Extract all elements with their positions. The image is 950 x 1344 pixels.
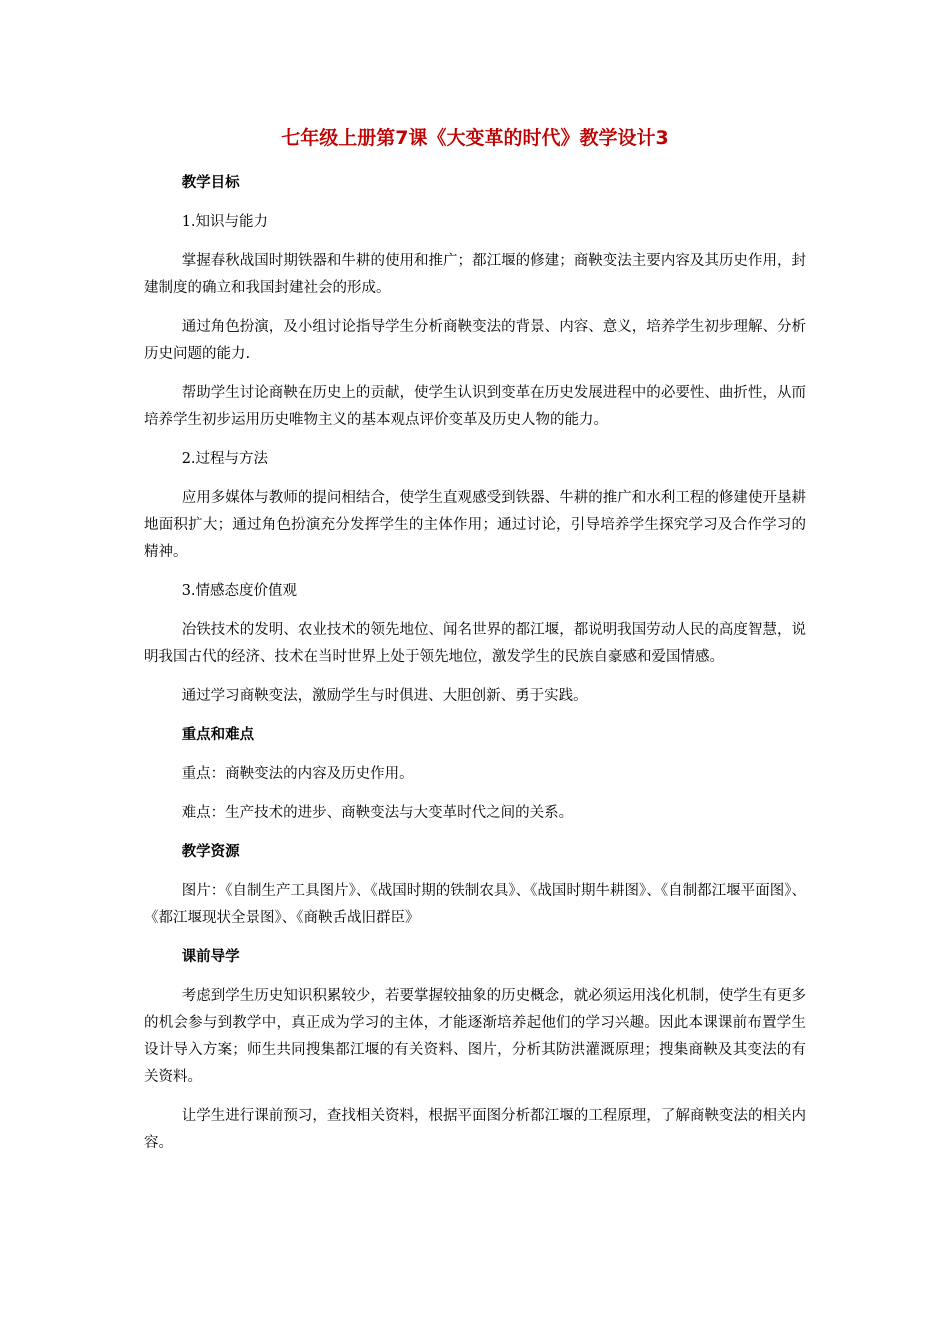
document-title: 七年级上册第7课《大变革的时代》教学设计3	[281, 127, 669, 149]
section-heading-resources: 教学资源	[181, 844, 240, 860]
document-page	[144, 124, 806, 1169]
paragraph: 让学生进行课前预习，查找相关资料，根据平面图分析都江堰的工程原理，了解商鞅变法的相关内容。	[144, 1108, 806, 1151]
subheading-process: 2.过程与方法	[181, 451, 269, 467]
subheading-knowledge: 1.知识与能力	[181, 214, 269, 230]
section-heading-key-points: 重点和难点	[181, 727, 255, 743]
paragraph: 冶铁技术的发明、农业技术的领先地位、闻名世界的都江堰，都说明我国劳动人民的高度智慧，说明我国古代的经济、技术在当时世界上处于领先地位，激发学生的民族自豪感和爱国情感。	[144, 622, 806, 665]
paragraph: 重点：商鞅变法的内容及历史作用。	[181, 766, 414, 782]
paragraph: 应用多媒体与教师的提问相结合，使学生直观感受到铁器、牛耕的推广和水利工程的修建使开垦耕地面积扩大；通过角色扮演充分发挥学生的主体作用；通过讨论，引导培养学生探究学习及合作学习的精神。	[144, 490, 806, 560]
paragraph: 掌握春秋战国时期铁器和牛耕的使用和推广；都江堰的修建；商鞅变法主要内容及其历史作用，封建制度的确立和我国封建社会的形成。	[144, 253, 806, 296]
paragraph: 难点：生产技术的进步、商鞅变法与大变革时代之间的关系。	[181, 805, 574, 821]
paragraph: 考虑到学生历史知识积累较少，若要掌握较抽象的历史概念，就必须运用浅化机制，使学生有更多的机会参与到教学中，真正成为学习的主体，才能逐渐培养起他们的学习兴趣。因此本课课前布置学生设计导入方案；师生共同搜集都江堰的有关资料、图片，分析其防洪灌溉原理；搜集商鞅及其变法的有关资料。	[144, 988, 806, 1085]
subheading-values: 3.情感态度价值观	[181, 583, 298, 599]
section-heading-objectives: 教学目标	[181, 175, 240, 191]
paragraph: 通过角色扮演，及小组讨论指导学生分析商鞅变法的背景、内容、意义，培养学生初步理解、分析历史问题的能力.	[144, 319, 806, 362]
paragraph: 通过学习商鞅变法，激励学生与时俱进、大胆创新、勇于实践。	[181, 688, 588, 704]
paragraph: 帮助学生讨论商鞅在历史上的贡献，使学生认识到变革在历史发展进程中的必要性、曲折性，从而培养学生初步运用历史唯物主义的基本观点评价变革及历史人物的能力。	[144, 385, 806, 428]
section-heading-preview: 课前导学	[181, 949, 240, 965]
paragraph: 图片：《自制生产工具图片》、《战国时期的铁制农具》、《战国时期牛耕图》、《自制都江堰平面图》、《都江堰现状全景图》、《商鞅舌战旧群臣》	[144, 883, 806, 926]
